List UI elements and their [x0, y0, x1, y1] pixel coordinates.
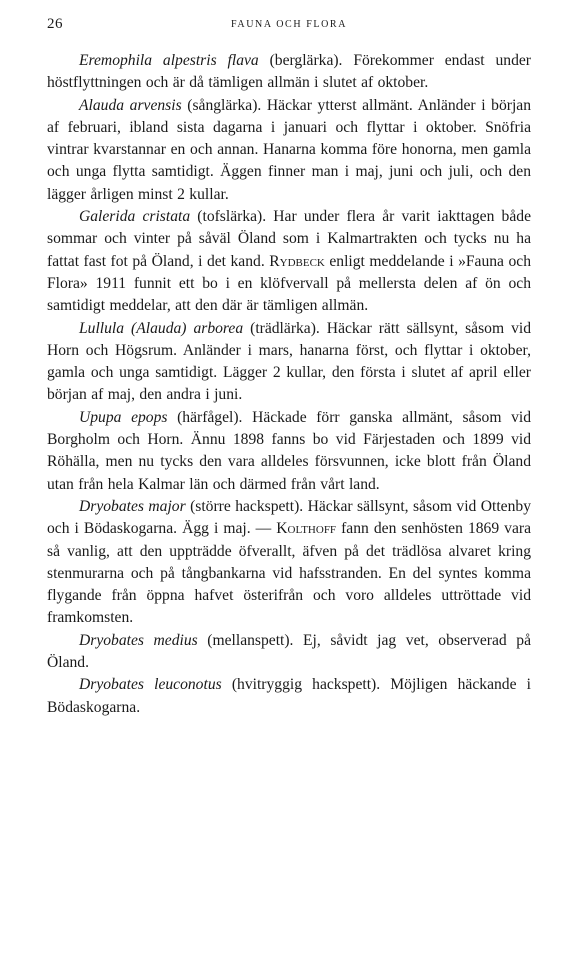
- species-name: Dryobates major: [79, 497, 186, 515]
- entry-text: (tofslärka). Har under flera år varit iakttagen både sommar och vinter på såväl Öland som i Kalmartrakten och tycks nu ha fattat fast fot på Öland, i det kand.: [47, 208, 531, 270]
- entry-text: (hvitryggig hackspett). Möjligen häckande i Bödaskogarna.: [47, 676, 531, 716]
- entry-text: (trädlärka). Häckar rätt sällsynt, såsom vid Horn och Högsrum. Anländer i mars, hanarna först, och flyttar i oktober, gamla och unga samtidigt. Lägger 2 kullar, den första i slutet af april eller början af maj, den andra i juni.: [47, 319, 531, 404]
- species-name: Upupa epops: [79, 408, 168, 426]
- entry-text: (berglärka). Förekommer endast under höstflyttningen och är då tämligen allmän i slutet af oktober.: [47, 52, 531, 92]
- species-entry-eremophila: [47, 50, 531, 95]
- species-entry-lullula: [47, 318, 531, 407]
- running-title: FAUNA OCH FLORA: [230, 19, 348, 30]
- species-name: Eremophila alpestris flava: [79, 52, 259, 69]
- species-entry-dryobates-medius: [47, 630, 531, 675]
- species-entry-galerida: [47, 206, 531, 317]
- entry-text: (sånglärka). Häckar ytterst allmänt. Anländer i början af februari, ibland sista dagarna i januari och flyttar i oktober. Snöfria vintrar kvarstannar en och annan. Hanarna komma före honorna, men gamla och unga flytta samtidigt. Äggen finner man i maj, juni och juli, och den lägger årligen minst 2 kullar.: [47, 96, 531, 203]
- species-name: Lullula (Alauda) arborea: [79, 319, 244, 337]
- species-name: Alauda arvensis: [79, 96, 182, 114]
- species-entry-dryobates-leuconotus: [47, 674, 531, 719]
- species-entry-upupa: [47, 407, 531, 496]
- entry-text: (mellanspett). Ej, såvidt jag vet, observerad på Öland.: [47, 631, 531, 672]
- species-name: Galerida cristata: [79, 208, 191, 226]
- body-text: [47, 50, 531, 719]
- species-entry-alauda: [47, 95, 531, 206]
- species-entry-dryobates-major: [47, 496, 531, 630]
- species-name: Dryobates leuconotus: [79, 676, 222, 694]
- author-name: Kolthoff: [276, 520, 337, 538]
- species-name: Dryobates medius: [79, 631, 198, 649]
- page-number: 26: [47, 16, 63, 32]
- entry-text-continued: fann den senhösten 1869 vara så vanlig, att den uppträdde öfverallt, äfven på det trädlösa alvaret kring stenmurarna och på tångbankarna vid hafsstranden. En del syntes komma flygande från öppna hafvet österifrån och voro alldeles uttröttade vid framkomsten.: [47, 520, 531, 627]
- entry-text-continued: enligt meddelande i »Fauna och Flora» 1911 funnit ett bo i en klöfvervall på mellersta delen af ön och samtidigt meddelar, att den där är tämligen allmän.: [47, 252, 531, 315]
- entry-text: (större hackspett). Häckar sällsynt, såsom vid Ottenby och i Bödaskogarna. Ägg i maj. —: [47, 497, 531, 538]
- running-head: [47, 16, 531, 36]
- author-name: Rydbeck: [269, 252, 325, 270]
- entry-text: (härfågel). Häckade förr ganska allmänt, såsom vid Borgholm och Horn. Ännu 1898 fanns bo vid Färjestaden och 1899 vid Röhälla, men nu tycks den vara alldeles försvunnen, icke blott från Öland utan från hela Kalmar län och därmed från vårt land.: [47, 408, 531, 493]
